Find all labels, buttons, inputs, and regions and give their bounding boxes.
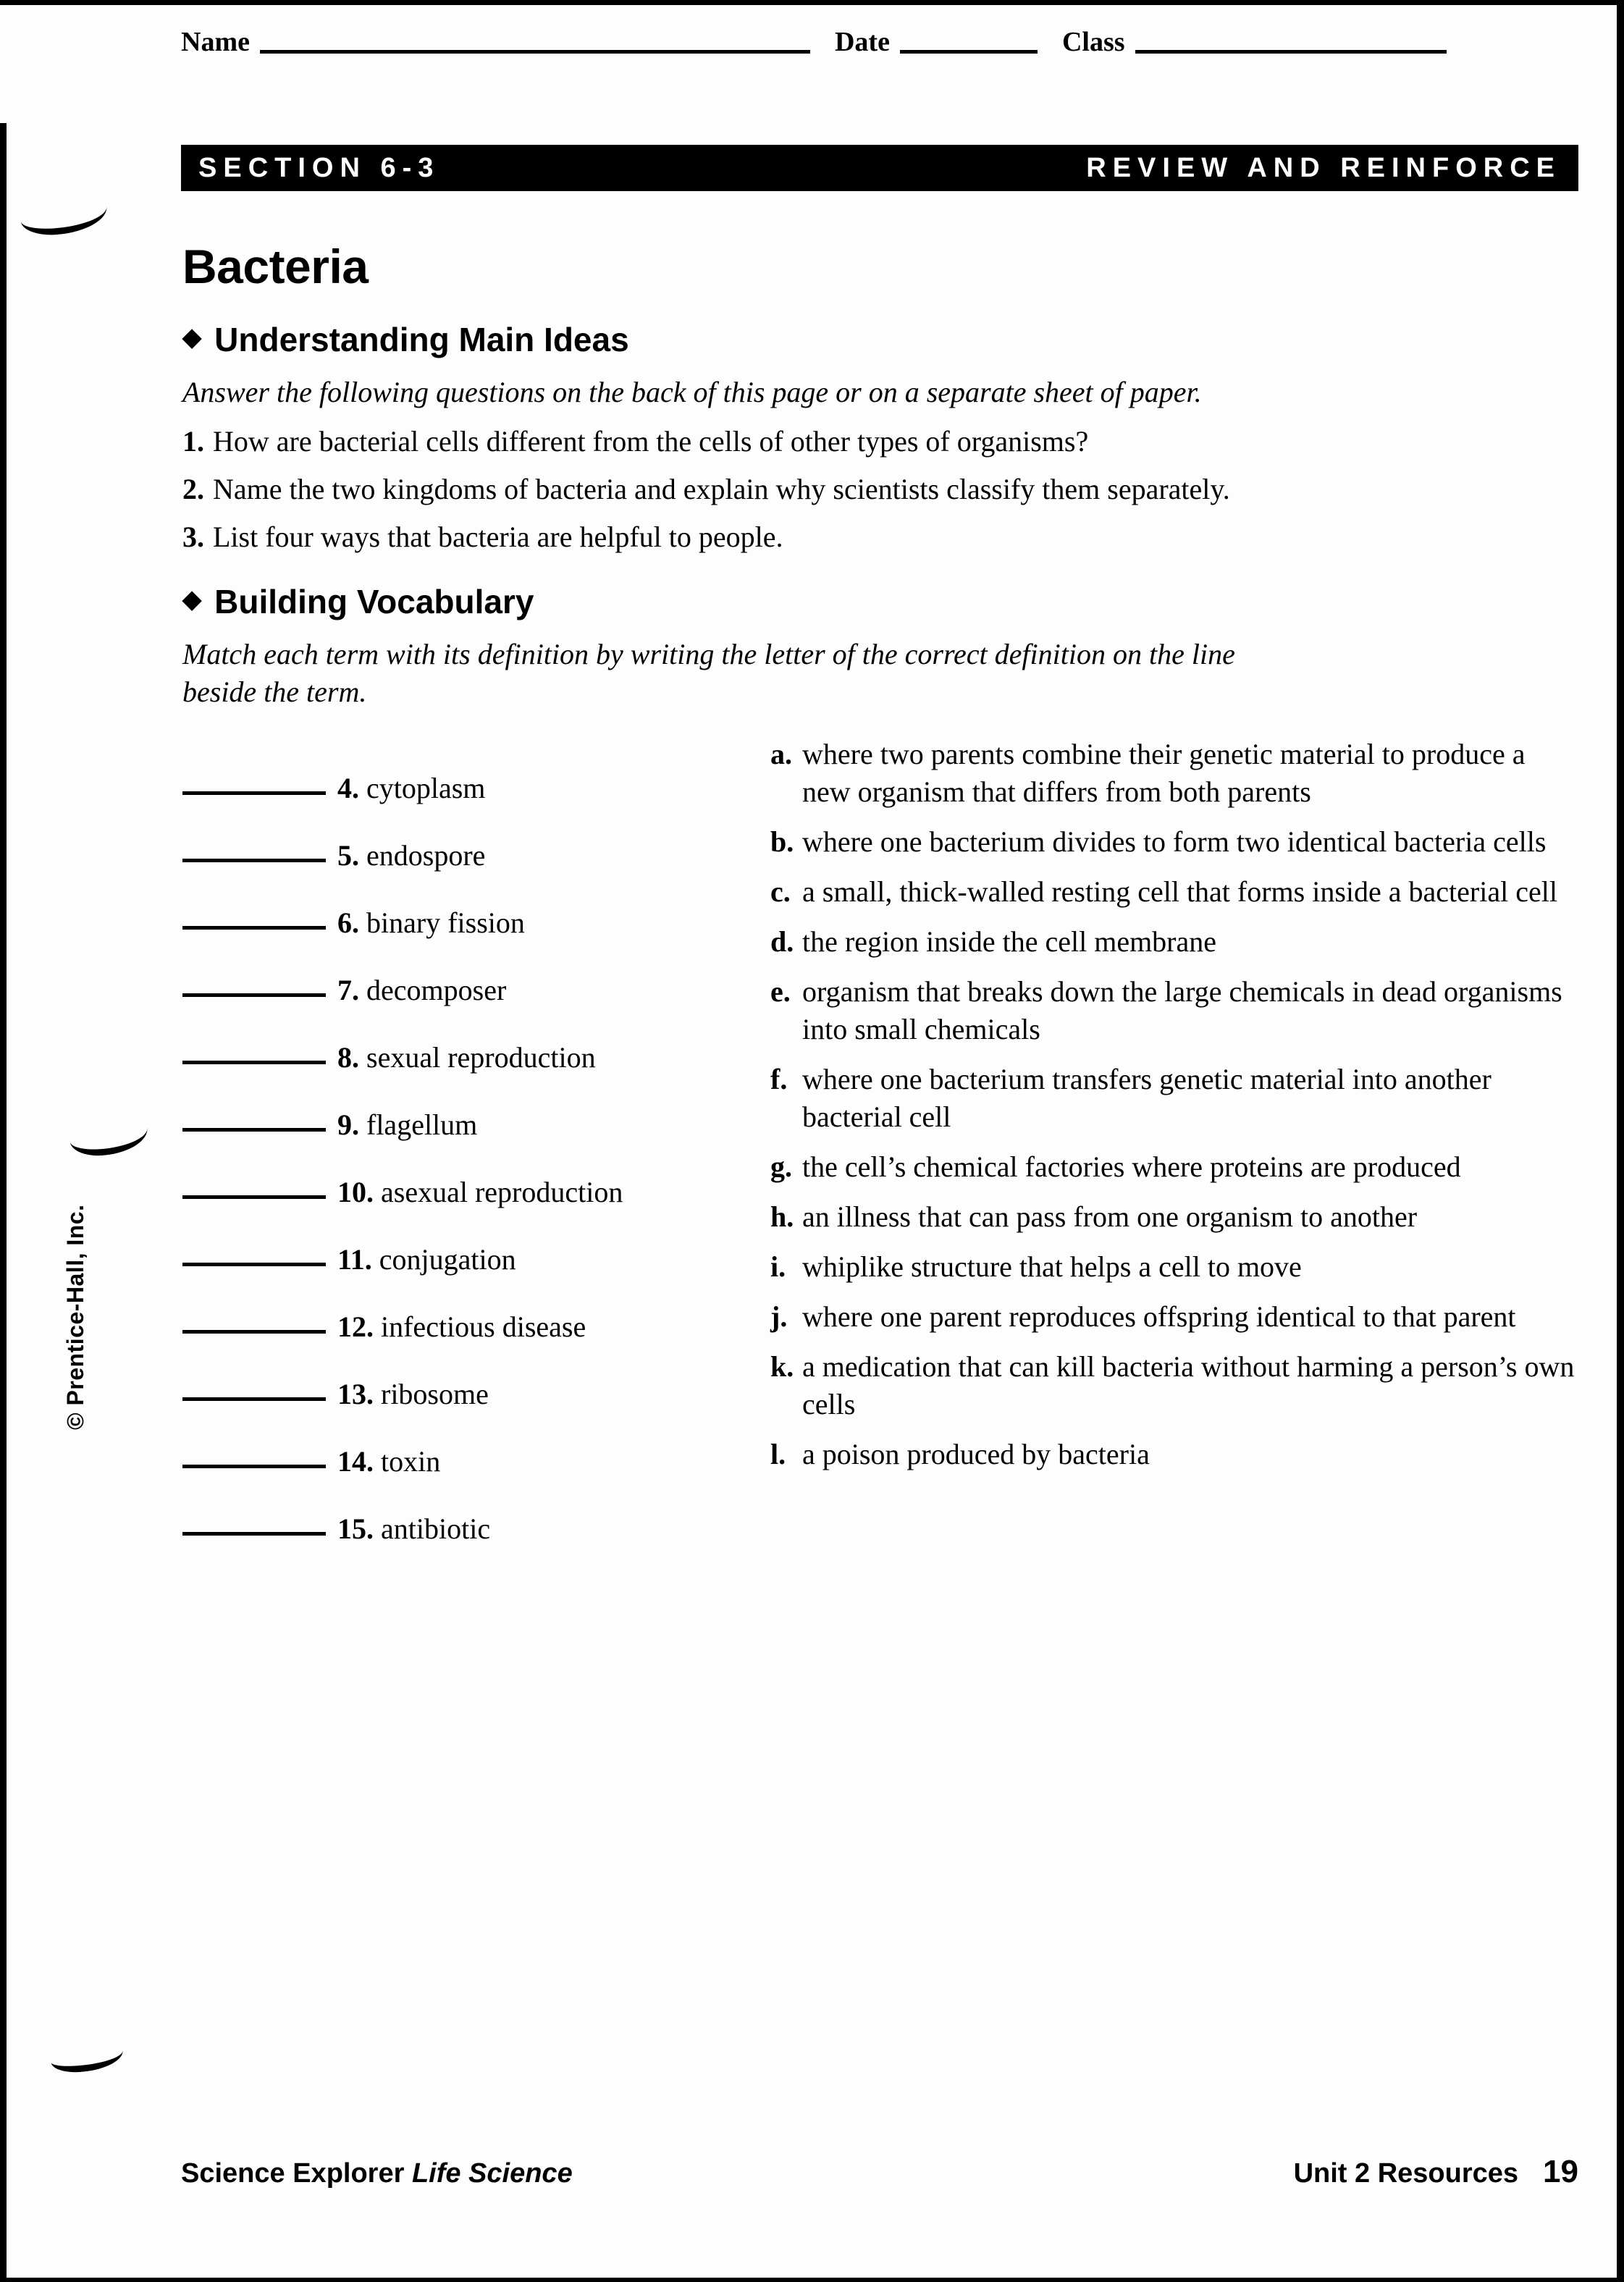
- definition-row: [770, 1436, 1580, 1473]
- date-input[interactable]: [900, 49, 1038, 54]
- term-number: 6.: [337, 906, 359, 939]
- term-row: [182, 870, 762, 938]
- definition-row: [770, 873, 1580, 911]
- term-number: 7.: [337, 974, 359, 1006]
- term-number: 11.: [337, 1243, 372, 1276]
- main-ideas-instructions: Answer the following questions on the back of this page or on a separate sheet of paper.: [182, 376, 1202, 408]
- term-number: 12.: [337, 1310, 374, 1343]
- section-number: SECTION 6-3: [198, 152, 440, 183]
- term-label: [326, 1512, 491, 1545]
- scan-edge-right: [1617, 0, 1624, 2282]
- section-banner: [181, 145, 1578, 191]
- definition-text: a medication that can kill bacteria without harming a person’s own cells: [802, 1350, 1575, 1420]
- term-number: 8.: [337, 1041, 359, 1074]
- term-label: [326, 1108, 478, 1141]
- term-number: 15.: [337, 1512, 374, 1545]
- answer-blank[interactable]: [182, 1195, 326, 1199]
- term-row: [182, 1207, 762, 1274]
- definition-letter: c.: [770, 875, 791, 908]
- definition-letter: l.: [770, 1438, 786, 1470]
- term-row: [182, 1409, 762, 1476]
- section-heading-vocabulary: [182, 582, 1580, 621]
- definition-text: where one parent reproduces offspring identical to that parent: [802, 1300, 1516, 1333]
- definition-text: where one bacterium divides to form two identical bacteria cells: [802, 825, 1547, 858]
- answer-blank[interactable]: [182, 1127, 326, 1132]
- question-number: 1.: [182, 425, 204, 458]
- term-number: 10.: [337, 1176, 374, 1208]
- term-number: 4.: [337, 772, 359, 804]
- term-label: [326, 774, 485, 803]
- section-heading-label: Building Vocabulary: [214, 583, 534, 620]
- definition-row: [770, 736, 1580, 811]
- scan-artifact-icon: [67, 1111, 149, 1159]
- term-word: flagellum: [366, 1108, 478, 1141]
- definition-text: an illness that can pass from one organism to another: [802, 1200, 1418, 1233]
- list-item: [182, 471, 1341, 508]
- definition-text: where two parents combine their genetic material to produce a new organism that differs from both parents: [802, 738, 1526, 808]
- definition-row: [770, 823, 1580, 861]
- definition-row: [770, 1148, 1580, 1186]
- term-number: 9.: [337, 1108, 359, 1141]
- term-word: decomposer: [366, 974, 507, 1006]
- scan-edge-bottom: [0, 2278, 1624, 2282]
- question-number: 3.: [182, 521, 204, 553]
- question-text: List four ways that bacteria are helpful to people.: [213, 521, 783, 553]
- answer-blank[interactable]: [182, 1262, 326, 1266]
- term-label: [326, 1178, 623, 1207]
- answer-blank[interactable]: [182, 1397, 326, 1401]
- definition-text: whiplike structure that helps a cell to move: [802, 1250, 1302, 1283]
- footer-series: [181, 2158, 573, 2189]
- answer-blank[interactable]: [182, 1531, 326, 1536]
- definition-letter: f.: [770, 1063, 788, 1095]
- terms-column: [182, 736, 762, 1544]
- section-heading-main-ideas: [182, 320, 1580, 359]
- term-row: [182, 1005, 762, 1072]
- book-title: Life Science: [411, 2158, 573, 2189]
- answer-blank[interactable]: [182, 1329, 326, 1334]
- scan-artifact-icon: [18, 190, 109, 238]
- term-row: [182, 803, 762, 870]
- definition-letter: g.: [770, 1150, 792, 1183]
- section-heading-label: Understanding Main Ideas: [214, 321, 629, 358]
- scan-edge-top: [0, 0, 1624, 5]
- term-number: 13.: [337, 1378, 374, 1410]
- definition-row: [770, 1061, 1580, 1136]
- term-row: [182, 1274, 762, 1342]
- answer-blank[interactable]: [182, 1464, 326, 1468]
- term-word: sexual reproduction: [366, 1041, 596, 1074]
- definition-letter: a.: [770, 738, 792, 770]
- name-input[interactable]: [260, 49, 810, 54]
- term-label: [326, 1245, 516, 1274]
- definition-letter: b.: [770, 825, 794, 858]
- page-number: 19: [1543, 2154, 1578, 2189]
- answer-blank[interactable]: [182, 791, 326, 795]
- term-row: [182, 1140, 762, 1207]
- term-label: [326, 841, 485, 870]
- definition-row: [770, 1248, 1580, 1286]
- worksheet-content: [182, 239, 1580, 1544]
- diamond-bullet-icon: ◆: [182, 586, 202, 613]
- term-word: asexual reproduction: [381, 1176, 623, 1208]
- series-name: Science Explorer: [181, 2158, 412, 2189]
- definition-letter: h.: [770, 1200, 794, 1233]
- term-row: [182, 1342, 762, 1409]
- term-label: [326, 1380, 489, 1409]
- date-label: Date: [834, 27, 890, 57]
- unit-label: Unit 2 Resources: [1293, 2158, 1519, 2189]
- question-number: 2.: [182, 473, 204, 505]
- term-word: conjugation: [379, 1243, 516, 1276]
- term-word: endospore: [366, 839, 486, 872]
- term-label: [326, 1310, 586, 1343]
- definition-row: [770, 1298, 1580, 1336]
- definition-letter: e.: [770, 975, 791, 1008]
- worksheet-type: REVIEW AND REINFORCE: [1086, 152, 1561, 183]
- definition-text: organism that breaks down the large chemicals in dead organisms into small chemicals: [802, 975, 1562, 1045]
- term-number: 14.: [337, 1445, 374, 1478]
- footer-right: [1294, 2154, 1578, 2190]
- page-title: Bacteria: [182, 240, 369, 293]
- scan-artifact-icon: [49, 2038, 125, 2075]
- definition-text: the region inside the cell membrane: [802, 925, 1217, 958]
- term-word: binary fission: [366, 906, 525, 939]
- vocabulary-instructions: Match each term with its definition by writing the letter of the correct definition on the line beside the term.: [182, 638, 1235, 708]
- question-text: How are bacterial cells different from the cells of other types of organisms?: [213, 425, 1089, 458]
- name-label: Name: [181, 27, 250, 57]
- definition-text: a poison produced by bacteria: [802, 1438, 1150, 1470]
- answer-blank[interactable]: [182, 993, 326, 997]
- list-item: [182, 518, 1341, 556]
- copyright-notice: © Prentice-Hall, Inc.: [62, 1204, 88, 1430]
- list-item: [182, 423, 1341, 460]
- term-row: [182, 1072, 762, 1140]
- term-row: [182, 938, 762, 1005]
- definition-letter: d.: [770, 925, 794, 958]
- term-word: cytoplasm: [366, 772, 486, 804]
- term-label: [326, 1447, 440, 1476]
- scan-edge-left: [0, 123, 7, 2282]
- class-label: Class: [1061, 27, 1125, 57]
- definition-text: a small, thick-walled resting cell that forms inside a bacterial cell: [802, 875, 1557, 908]
- term-row: [182, 1476, 762, 1544]
- definition-row: [770, 1348, 1580, 1423]
- question-text: Name the two kingdoms of bacteria and explain why scientists classify them separately.: [213, 473, 1230, 505]
- definition-letter: j.: [770, 1300, 788, 1333]
- term-label: [326, 1043, 596, 1072]
- definition-text: the cell’s chemical factories where proteins are produced: [802, 1150, 1461, 1183]
- definitions-column: [762, 736, 1580, 1544]
- student-info-row: [181, 26, 1578, 58]
- definition-letter: k.: [770, 1350, 794, 1383]
- term-word: antibiotic: [381, 1512, 491, 1545]
- definition-letter: i.: [770, 1250, 786, 1283]
- term-word: infectious disease: [381, 1310, 586, 1343]
- definition-row: [770, 1198, 1580, 1236]
- term-word: toxin: [381, 1445, 441, 1478]
- term-row: [182, 736, 762, 803]
- term-label: [326, 976, 506, 1005]
- answer-blank[interactable]: [182, 925, 326, 930]
- answer-blank[interactable]: [182, 858, 326, 862]
- definition-row: [770, 923, 1580, 961]
- question-list: [182, 423, 1341, 556]
- term-number: 5.: [337, 839, 359, 872]
- term-word: ribosome: [381, 1378, 489, 1410]
- class-input[interactable]: [1135, 49, 1447, 54]
- definition-text: where one bacterium transfers genetic material into another bacterial cell: [802, 1063, 1492, 1133]
- answer-blank[interactable]: [182, 1060, 326, 1064]
- definition-row: [770, 973, 1580, 1048]
- diamond-bullet-icon: ◆: [182, 324, 202, 351]
- term-label: [326, 906, 525, 939]
- page-footer: [181, 2154, 1578, 2190]
- matching-exercise: [182, 736, 1580, 1544]
